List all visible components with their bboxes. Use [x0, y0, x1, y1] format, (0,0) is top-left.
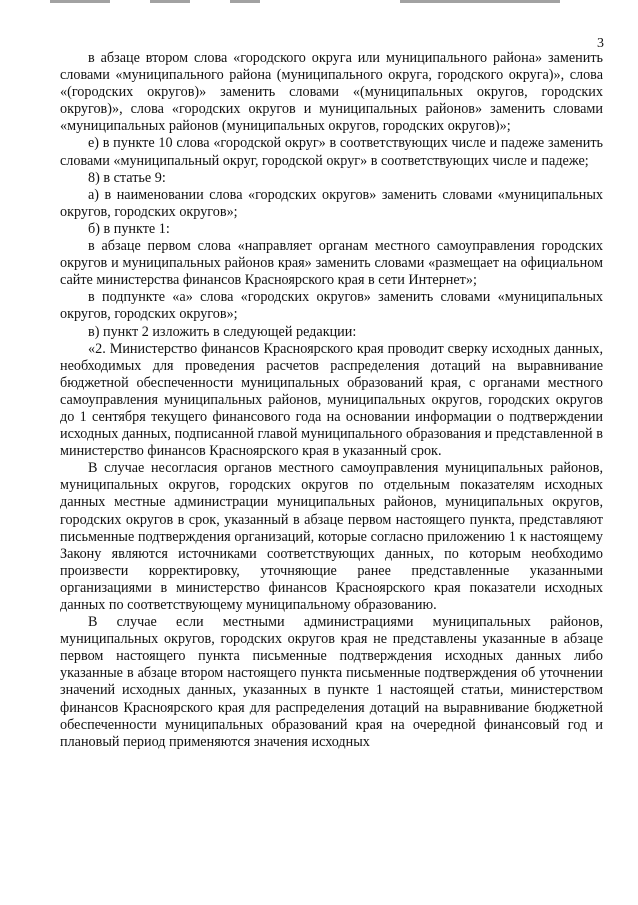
paragraph: «2. Министерство финансов Красноярского края проводит сверку исходных данных, необходимых для проведения расчетов распределения дотаций на выравнивание бюджетной обеспеченности муниципальных образований края, с органами местного самоуправления муниципальных районов, муниципальных округов, городских округов до 1 сентября текущего финансового года на основании информации о подтверждении исходных данных, подписанной главой муниципального образования и представленной в министерство финансов Красноярского края в указанный срок.	[60, 340, 603, 460]
paragraph: В случае несогласия органов местного самоуправления муниципальных районов, муниципальных округов, городских округов по отдельным показателям исходных данных местные администрации муниципальных районов, муниципальных округов, городских округов в срок, указанный в абзаце первом настоящего пункта, представляют письменные подтверждения организаций, которые согласно приложению 1 к настоящему Закону являются источниками соответствующих данных, по которым необходимо произвести корректировку, уточняющие ранее представленные указанными организациями в министерство финансов Красноярского края показатели исходных данных по соответствующему муниципальному образованию.	[60, 460, 603, 613]
scan-artifact	[400, 0, 560, 3]
scan-artifacts	[40, 0, 600, 6]
paragraph: б) в пункте 1:	[88, 220, 170, 237]
paragraph: е) в пункте 10 слова «городской округ» в соответствующих числе и падеже заменить словами «муниципальный округ, городской округ» в соответствующих числе и падеже;	[60, 135, 603, 169]
paragraph: В случае если местными администрациями муниципальных районов, муниципальных округов, городских округов края не представлены указанные в абзаце первом настоящего пункта письменные подтверждения исходных данных либо указанные в абзаце втором настоящего пункта письменные подтверждения об уточнении значений исходных данных, указанных в пункте 1 настоящей статьи, министерством финансов Красноярского края для распределения дотаций на выравнивание бюджетной обеспеченности муниципальных образований края на очередной финансовый год и плановый период применяются значения исходных	[60, 614, 603, 750]
scan-artifact	[230, 0, 260, 3]
page-number: 3	[597, 36, 604, 51]
scan-artifact	[150, 0, 190, 3]
paragraph: в абзаце первом слова «направляет органам местного самоуправления городских округов и муниципальных районов края» заменить словами «размещает на официальном сайте министерства финансов Красноярского края в сети Интернет»;	[60, 238, 603, 289]
paragraph: а) в наименовании слова «городских округов» заменить словами «муниципальных округов, городских округов»;	[60, 186, 603, 220]
document-body	[60, 50, 603, 751]
paragraph: 8) в статье 9:	[88, 169, 166, 186]
paragraph: в) пункт 2 изложить в следующей редакции:	[88, 323, 357, 340]
scan-artifact	[50, 0, 110, 3]
paragraph: в подпункте «а» слова «городских округов» заменить словами «муниципальных округов, городских округов»;	[60, 289, 603, 323]
paragraph: в абзаце втором слова «городского округа или муниципального района» заменить словами «муниципального района (муниципального округа, городского округа)», слова «(городских округов)» заменить словами «(муниципальных округов, городских округов)», слова «городских округов и муниципальных районов» заменить словами «муниципальных районов (муниципальных округов, городских округов)»;	[60, 50, 603, 135]
